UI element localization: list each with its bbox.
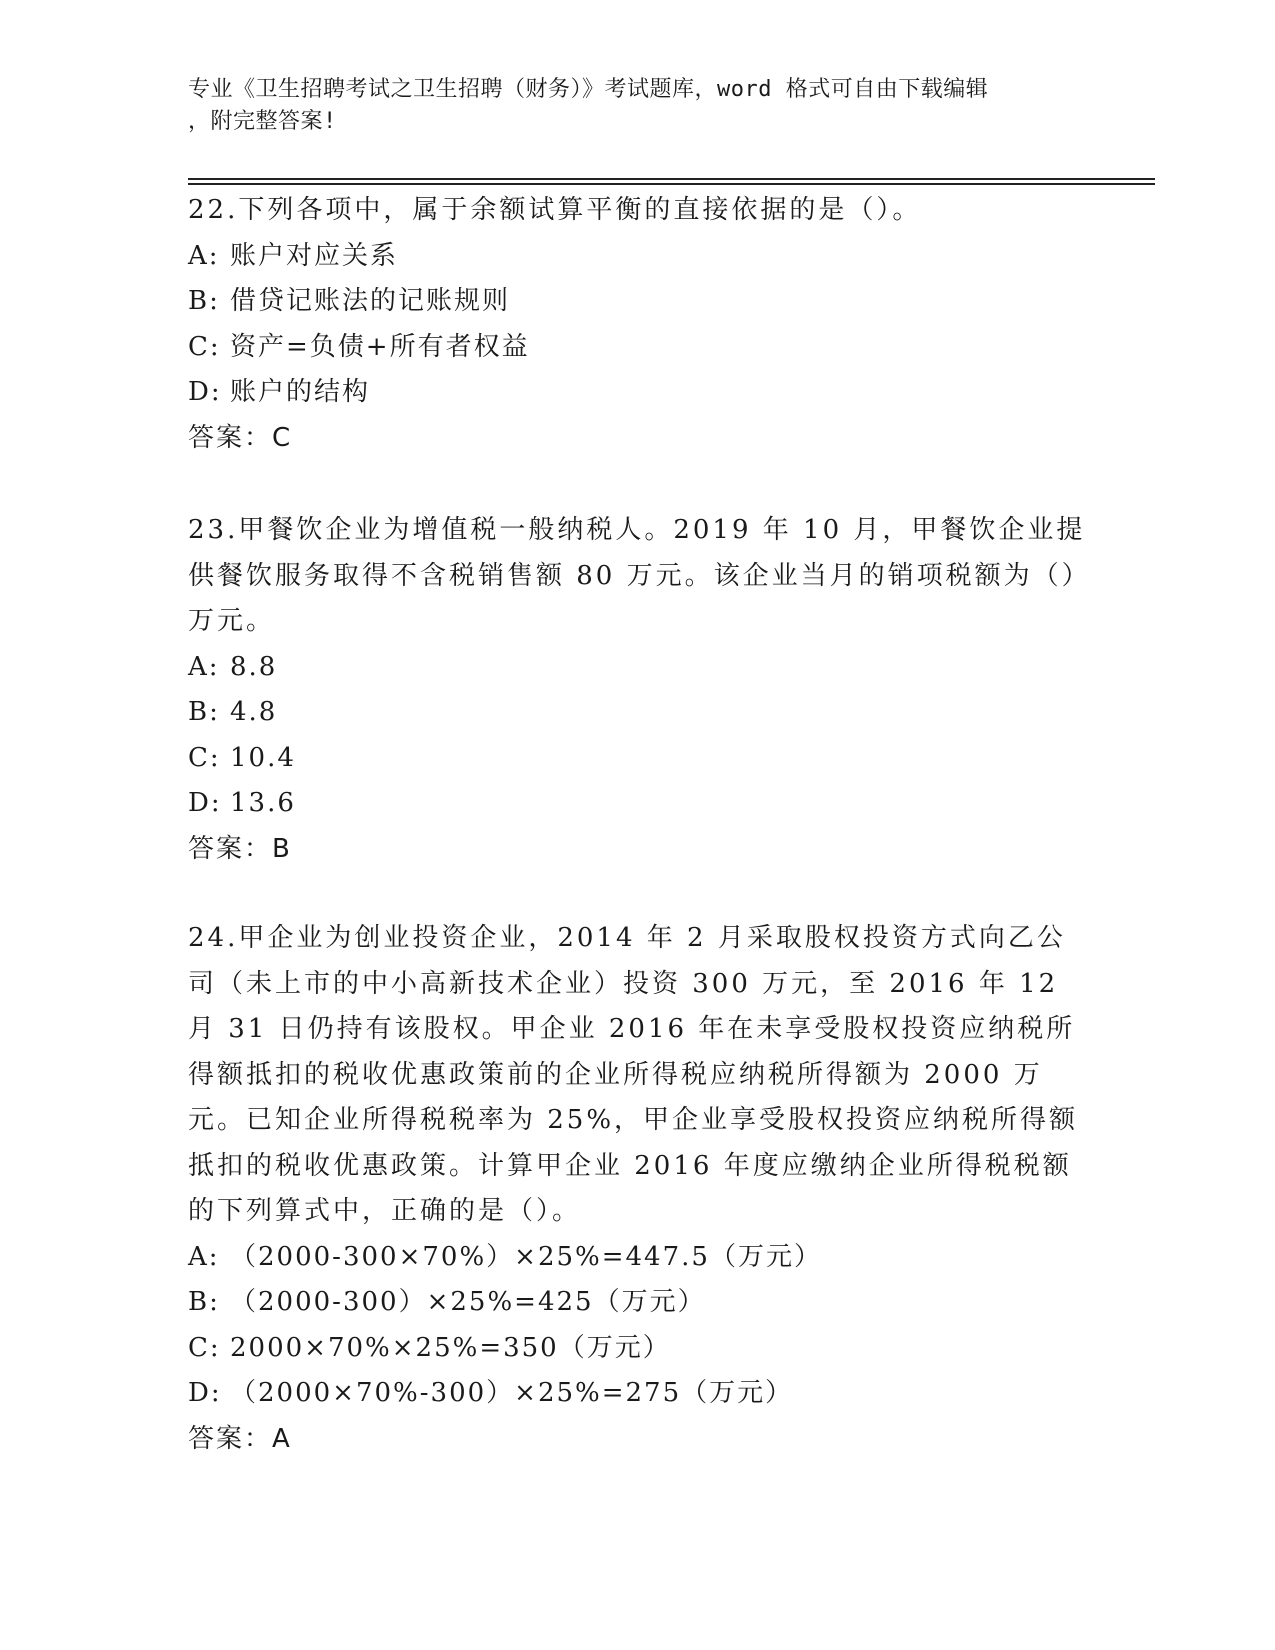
option-letter: B:	[188, 697, 220, 727]
answer-line: 答案：A	[188, 1423, 292, 1454]
answer-line: 答案：B	[188, 833, 292, 864]
option-text: 账户对应关系	[230, 240, 399, 271]
option-a	[188, 234, 1088, 280]
option-text: （2000×70%-300）×25%=275（万元）	[230, 1378, 794, 1408]
answer-line: 答案：C	[188, 422, 293, 453]
option-text: 8.8	[230, 651, 278, 682]
option-text: （2000-300×70%）×25%=447.5（万元）	[230, 1241, 822, 1272]
option-b	[188, 690, 1088, 736]
option-a	[188, 645, 1088, 691]
header-divider-top	[188, 178, 1155, 180]
header-line-2: ，附完整答案!	[188, 109, 337, 134]
option-b	[188, 279, 1088, 325]
question-stem: 24.甲企业为创业投资企业，2014 年 2 月采取股权投资方式向乙公司（未上市的中小高新技术企业）投资 300 万元，至 2016 年 12 月 31 日仍持有该股权。甲企业 2016 年在未享受股权投资应纳税所得额抵扣的税收优惠政策前的企业所得税应纳税所得额为 2000 万元。已知企业所得税税率为 25%，甲企业享受股权投资应纳税所得额抵扣的税收优惠政策。计算甲企业 2016 年度应缴纳企业所得税税额的下列算式中，正确的是（）。	[188, 923, 1079, 1226]
option-text: 4.8	[230, 697, 278, 727]
option-letter: D:	[188, 377, 222, 407]
option-text: （2000-300）×25%=425（万元）	[230, 1287, 706, 1317]
question-22	[188, 188, 1088, 461]
option-letter: A:	[188, 1241, 220, 1272]
option-c	[188, 736, 1088, 782]
document-header	[188, 74, 1068, 138]
question-stem: 23.甲餐饮企业为增值税一般纳税人。2019 年 10 月，甲餐饮企业提供餐饮服务取得不含税销售额 80 万元。该企业当月的销项税额为（）万元。	[188, 515, 1086, 636]
option-letter: A:	[188, 651, 220, 682]
option-text: 资产=负债+所有者权益	[230, 331, 530, 362]
option-letter: C:	[188, 1332, 221, 1363]
option-text: 借贷记账法的记账规则	[230, 286, 511, 316]
option-c	[188, 325, 1088, 371]
option-d	[188, 1371, 1088, 1417]
question-24	[188, 916, 1088, 1462]
option-d	[188, 781, 1088, 827]
option-c	[188, 1326, 1088, 1372]
option-text: 13.6	[230, 788, 296, 818]
question-stem: 22.下列各项中，属于余额试算平衡的直接依据的是（）。	[188, 195, 922, 225]
option-text: 10.4	[230, 742, 296, 773]
question-23	[188, 508, 1088, 872]
option-letter: D:	[188, 788, 222, 818]
option-letter: B:	[188, 1287, 220, 1317]
header-line-1: 专业《卫生招聘考试之卫生招聘（财务）》考试题库，word 格式可自由下载编辑	[188, 77, 989, 102]
option-letter: A:	[188, 240, 220, 271]
option-letter: B:	[188, 286, 220, 316]
option-letter: C:	[188, 331, 221, 362]
option-b	[188, 1280, 1088, 1326]
option-text: 2000×70%×25%=350（万元）	[230, 1332, 671, 1363]
option-letter: D:	[188, 1378, 222, 1408]
option-d	[188, 370, 1088, 416]
header-divider-bottom	[188, 183, 1155, 185]
option-letter: C:	[188, 742, 221, 773]
option-a	[188, 1235, 1088, 1281]
option-text: 账户的结构	[230, 377, 371, 407]
